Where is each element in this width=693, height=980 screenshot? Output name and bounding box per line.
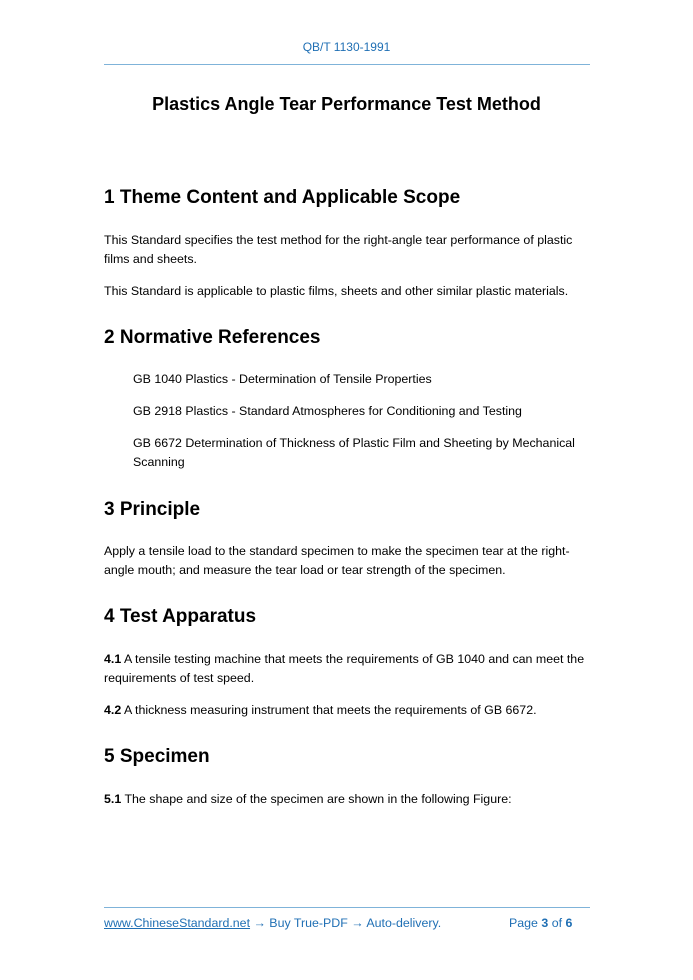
clause-number: 4.2 <box>104 703 122 717</box>
section-4-heading: 4 Test Apparatus <box>104 606 257 627</box>
page-indicator <box>509 916 572 930</box>
footer-promo <box>104 916 441 930</box>
clause-text: The shape and size of the specimen are shown in the following Figure: <box>121 792 512 806</box>
clause-text: A tensile testing machine that meets the requirements of GB 1040 and can meet the requirements of test speed. <box>104 652 585 685</box>
website-link[interactable]: www.ChineseStandard.net <box>104 916 251 930</box>
clause-text: A thickness measuring instrument that meets the requirements of GB 6672. <box>121 703 537 717</box>
footer-divider <box>104 907 590 908</box>
page-total: 6 <box>565 916 573 930</box>
clause-number: 4.1 <box>104 652 122 666</box>
footer-tagline: → Buy True-PDF → Auto-delivery. <box>250 916 442 930</box>
header-divider <box>104 64 590 65</box>
document-code-header: QB/T 1130-1991 <box>302 40 391 54</box>
page-label: Page <box>509 916 542 930</box>
reference-item: GB 2918 Plastics - Standard Atmospheres for Conditioning and Testing <box>133 404 522 418</box>
section-1-heading: 1 Theme Content and Applicable Scope <box>104 187 461 208</box>
clause-5-1 <box>104 790 592 809</box>
section-3-heading: 3 Principle <box>104 499 201 520</box>
reference-item: GB 6672 Determination of Thickness of Plastic Film and Sheeting by Mechanical Scanning <box>133 436 575 469</box>
document-title: Plastics Angle Tear Performance Test Method <box>152 94 541 114</box>
section-1-paragraph-1: This Standard specifies the test method for the right-angle tear performance of plastic films and sheets. <box>104 233 573 266</box>
section-2-heading: 2 Normative References <box>104 327 321 348</box>
page-current: 3 <box>541 916 549 930</box>
section-5-heading: 5 Specimen <box>104 746 210 767</box>
reference-item: GB 1040 Plastics - Determination of Tensile Properties <box>133 372 432 386</box>
page-of: of <box>548 916 566 930</box>
section-3-paragraph-1: Apply a tensile load to the standard specimen to make the specimen tear at the right-angle mouth; and measure the tear load or tear strength of the specimen. <box>104 544 570 577</box>
clause-4-2 <box>104 701 592 720</box>
clause-4-1 <box>104 650 592 688</box>
clause-number: 5.1 <box>104 792 122 806</box>
section-1-paragraph-2: This Standard is applicable to plastic films, sheets and other similar plastic materials. <box>104 284 569 298</box>
